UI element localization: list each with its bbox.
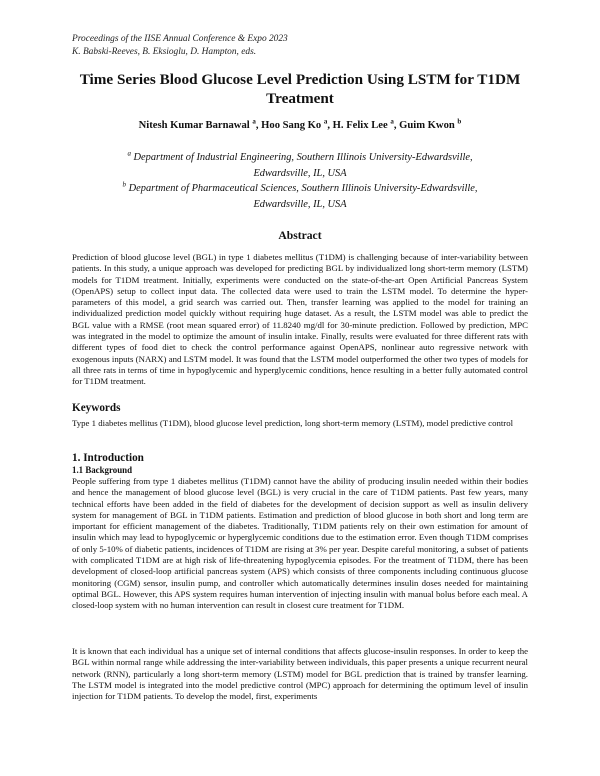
author-affiliation-mark: a	[323, 117, 328, 126]
author-list: Nitesh Kumar Barnawal $^a$, Hoo Sang Ko $^a$, H. Felix Lee $^a$, Guim Kwon $^b$	[138, 117, 462, 131]
background-subheading: 1.1 Background	[72, 465, 133, 475]
affiliation-a	[72, 150, 528, 181]
abstract-text: Prediction of blood glucose level (BGL) in type 1 diabetes mellitus (T1DM) is challenging because of inter-variability between patients. In this study, a unique approach was developed for predicting BGL by individualized long short-term memory (LSTM) models for T1DM treatment. Initially, experiments were conducted on the state-of-the-art Open Artificial Pancreas System (OpenAPS) setup to collect input data. The collected data were used to train the LSTM model. To determine the hyper-parameters of this model, a grid search was carried out. Then, transfer learning was applied to the model for training an individualized prediction model quickly without requiring huge dataset. As a result, the LSTM model was able to predict the BGL value with a RMSE (root mean squared error) of 11.8240 mg/dl for 30-minute prediction. Followed by prediction, MPC was integrated in the model to optimize the amount of insulin intake. Finally, results were evaluated for three different rats with different types of food diet to check the control performance against OpenAPS, nonlinear auto regressive network with exogenous inputs (NARX) and LSTM model. It was found that the LSTM model outperformed the other two types of models for all three rats in terms of time in hypoglycemic and hyperglycemic conditions, hence resulting in a better fully automated control for T1DM treatment.	[72, 252, 528, 387]
affiliation-mark: b	[122, 180, 127, 189]
keywords-heading: Keywords	[72, 402, 121, 414]
author-name: Guim Kwon	[399, 120, 455, 131]
introduction-paragraph-2: It is known that each individual has a unique set of internal conditions that affects glucose-insulin responses. In order to keep the BGL within normal range while addressing the inter-variability between individuals, this paper presents a unique recurrent neural network (RNN), particularly a long short-term memory (LSTM) model for BGL prediction that is trained by transfer learning. The LSTM model is integrated into the model predictive control (MPC) approach for determining the optimum level of insulin injection for T1DM patients. To develop the model, first, experiments	[72, 646, 528, 702]
affiliation-b	[72, 181, 528, 212]
affiliation-line: Department of Pharmaceutical Sciences, Southern Illinois University-Edwardsville,	[128, 183, 478, 194]
paper-title: Time Series Blood Glucose Level Prediction Using LSTM for T1DM Treatment	[79, 71, 521, 107]
author-affiliation-mark: a	[390, 117, 394, 126]
author-name: Nitesh Kumar Barnawal	[138, 120, 250, 131]
affiliation-location: Edwardsville, IL, USA	[253, 167, 347, 179]
author-affiliation-mark: b	[457, 117, 462, 126]
author-name: Hoo Sang Ko	[261, 120, 322, 131]
introduction-paragraph-1: People suffering from type 1 diabetes mellitus (T1DM) cannot have the ability of producing insulin needed within their bodies and hence the management of blood glucose level (BGL) is very crucial in the care of T1DM patients. Past few years, many technical efforts have been added in the field of diabetes for the development of decision support as well as insulin delivery system for management of BGL in T1DM patients. Estimation and prediction of blood glucose in both short and long term are important for efficient management of the diabetes. Traditionally, T1DM patients rely on their own estimation for amount of insulin which may lead to hypoglycemic or hyperglycemic conditions due to the estimation error. Even though T1DM comprises of only 5-10% of diabetic patients, incidences of T1DM are rising at 3% per year. Despite careful monitoring, a subset of patients with complicated T1DM are at high risk of life-threatening hypoglycemia episodes. For the treatment of T1DM, there has been development of closed-loop artificial pancreas system (APS) which consists of three components including continuous glucose monitoring (CGM) sensor, insulin pump, and controller which automatically determines insulin doses needed for maintaining optimal BGL. However, this APS system requires human intervention of injecting insulin with manual bolus before each meal. A closed-loop system with no human intervention can result in closest cure treatment for T1DM.	[72, 476, 528, 611]
affiliation-line: Department of Industrial Engineering, Southern Illinois University-Edwardsville,	[133, 152, 473, 163]
introduction-heading: 1. Introduction	[72, 452, 144, 464]
author-name: H. Felix Lee	[332, 120, 388, 131]
proceedings-title: Proceedings of the IISE Annual Conference & Expo 2023	[72, 34, 288, 44]
keywords-text: Type 1 diabetes mellitus (T1DM), blood glucose level prediction, long short-term memory (LSTM), model predictive control	[72, 418, 514, 428]
author-affiliation-mark: a	[252, 117, 256, 126]
proceedings-header	[72, 33, 288, 58]
abstract-heading: Abstract	[278, 229, 322, 242]
proceedings-editors: K. Babski-Reeves, B. Eksioglu, D. Hampton, eds.	[72, 46, 257, 57]
affiliation-mark: a	[127, 149, 131, 158]
affiliation-location: Edwardsville, IL, USA	[253, 198, 347, 210]
